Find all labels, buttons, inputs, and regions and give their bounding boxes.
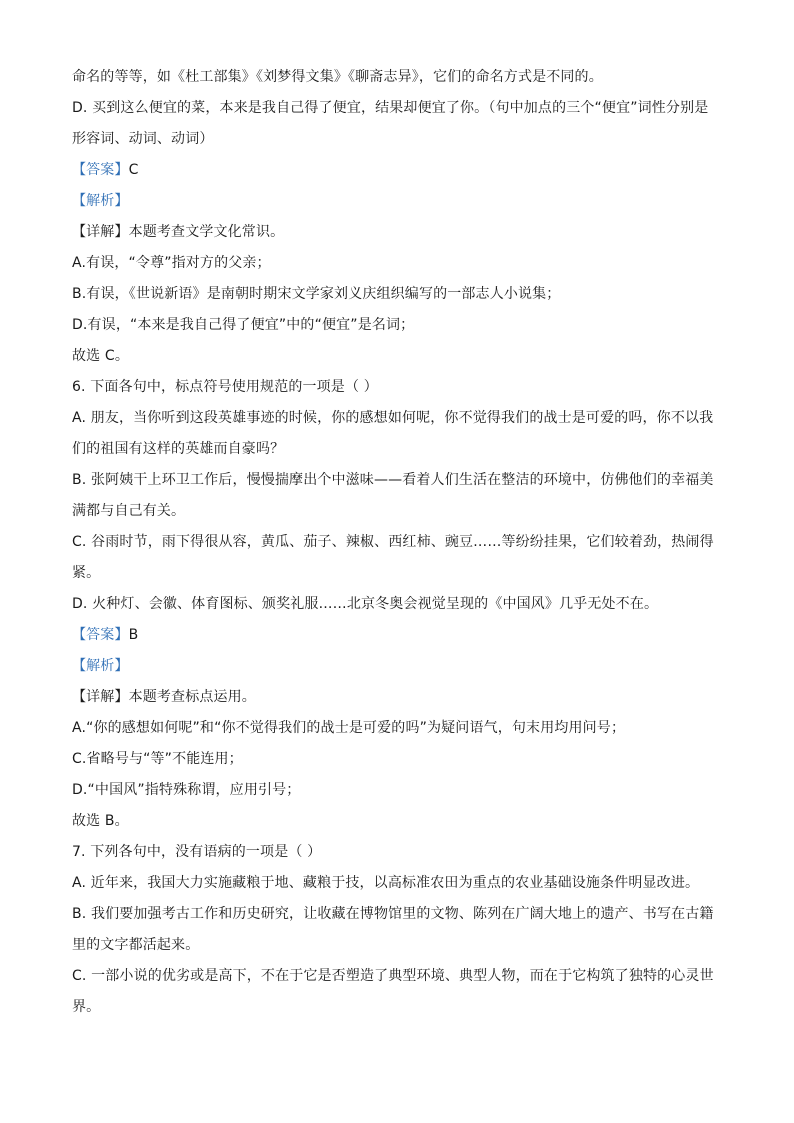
line-text: 故选 B。 xyxy=(72,813,129,829)
line-text: A.“你的感想如何呢”和“你不觉得我们的战士是可爱的吗”为疑问语气，句末用均用问号； xyxy=(72,720,626,736)
line-text: C. 谷雨时节，雨下得很从容，黄瓜、茄子、辣椒、西红柿、豌豆……等纷纷挂果，它们较着劲，热闹得 xyxy=(72,534,714,550)
line-text: B. 我们要加强考古工作和历史研究，让收藏在博物馆里的文物、陈列在广阔大地上的遗产、书写在古籍 xyxy=(72,906,714,922)
line-text: 7. 下列各句中，没有语病的一项是（ ） xyxy=(72,844,322,860)
text-line xyxy=(72,899,734,930)
analysis-line xyxy=(72,651,734,682)
text-line xyxy=(72,124,734,155)
line-text: 界。 xyxy=(72,999,101,1015)
line-text: 【详解】本题考查标点运用。 xyxy=(72,689,256,705)
line-text: D. 买到这么便宜的菜，本来是我自己得了便宜，结果却便宜了你。（句中加点的三个“便宜”词性分别是 xyxy=(72,100,709,116)
line-text: 命名的等等，如《杜工部集》《刘梦得文集》《聊斋志异》，它们的命名方式是不同的。 xyxy=(72,69,603,85)
analysis-line xyxy=(72,186,734,217)
line-text: 6. 下面各句中，标点符号使用规范的一项是（ ） xyxy=(72,379,378,395)
text-line xyxy=(72,527,734,558)
text-line xyxy=(72,930,734,961)
text-line xyxy=(72,465,734,496)
line-text: C.省略号与“等”不能连用； xyxy=(72,751,243,767)
line-text: 【详解】本题考查文学文化常识。 xyxy=(72,224,285,240)
text-line xyxy=(72,310,734,341)
text-line xyxy=(72,341,734,372)
text-line xyxy=(72,992,734,1023)
question-line xyxy=(72,837,734,868)
line-text: B.有误，《世说新语》是南朝时期宋文学家刘义庆组织编写的一部志人小说集； xyxy=(72,286,561,302)
answer-tag: 【答案】 xyxy=(72,627,129,643)
line-text: D.有误，“本来是我自己得了便宜”中的“便宜”是名词； xyxy=(72,317,415,333)
text-line xyxy=(72,434,734,465)
text-line xyxy=(72,961,734,992)
text-line xyxy=(72,744,734,775)
line-text: A. 朋友，当你听到这段英雄事迹的时候，你的感想如何呢，你不觉得我们的战士是可爱的吗，你不以我 xyxy=(72,410,714,426)
text-line xyxy=(72,496,734,527)
text-line xyxy=(72,279,734,310)
line-text: D.“中国风”指特殊称谓，应用引号； xyxy=(72,782,301,798)
text-line xyxy=(72,775,734,806)
text-line xyxy=(72,868,734,899)
text-line xyxy=(72,589,734,620)
line-text: 满都与自己有关。 xyxy=(72,503,186,519)
line-text: A. 近年来，我国大力实施藏粮于地、藏粮于技，以高标准农田为重点的农业基础设施条件明显改进。 xyxy=(72,875,700,891)
answer-line xyxy=(72,155,734,186)
analysis-tag: 【解析】 xyxy=(72,193,129,209)
text-line xyxy=(72,558,734,589)
question-line xyxy=(72,372,734,403)
answer-value: C xyxy=(128,162,139,178)
line-text: B. 张阿姨干上环卫工作后，慢慢揣摩出个中滋味——看着人们生活在整洁的环境中，仿佛他们的幸福美 xyxy=(72,472,714,488)
answer-value: B xyxy=(128,627,139,643)
line-text: D. 火种灯、会徽、体育图标、颁奖礼服……北京冬奥会视觉呈现的《中国风》几乎无处不在。 xyxy=(72,596,659,612)
line-text: A.有误，“令尊”指对方的父亲； xyxy=(72,255,271,271)
text-line xyxy=(72,713,734,744)
answer-line xyxy=(72,620,734,651)
line-text: 里的文字都活起来。 xyxy=(72,937,200,953)
analysis-tag: 【解析】 xyxy=(72,658,129,674)
text-line xyxy=(72,806,734,837)
line-text: 形容词、动词、动词） xyxy=(72,131,214,147)
text-line xyxy=(72,93,734,124)
line-text: C. 一部小说的优劣或是高下，不在于它是否塑造了典型环境、典型人物，而在于它构筑了独特的心灵世 xyxy=(72,968,714,984)
line-text: 们的祖国有这样的英雄而自豪吗？ xyxy=(72,441,285,457)
text-line xyxy=(72,217,734,248)
line-text: 紧。 xyxy=(72,565,101,581)
text-line xyxy=(72,62,734,93)
text-line xyxy=(72,682,734,713)
answer-tag: 【答案】 xyxy=(72,162,129,178)
text-line xyxy=(72,248,734,279)
text-line xyxy=(72,403,734,434)
line-text: 故选 C。 xyxy=(72,348,129,364)
